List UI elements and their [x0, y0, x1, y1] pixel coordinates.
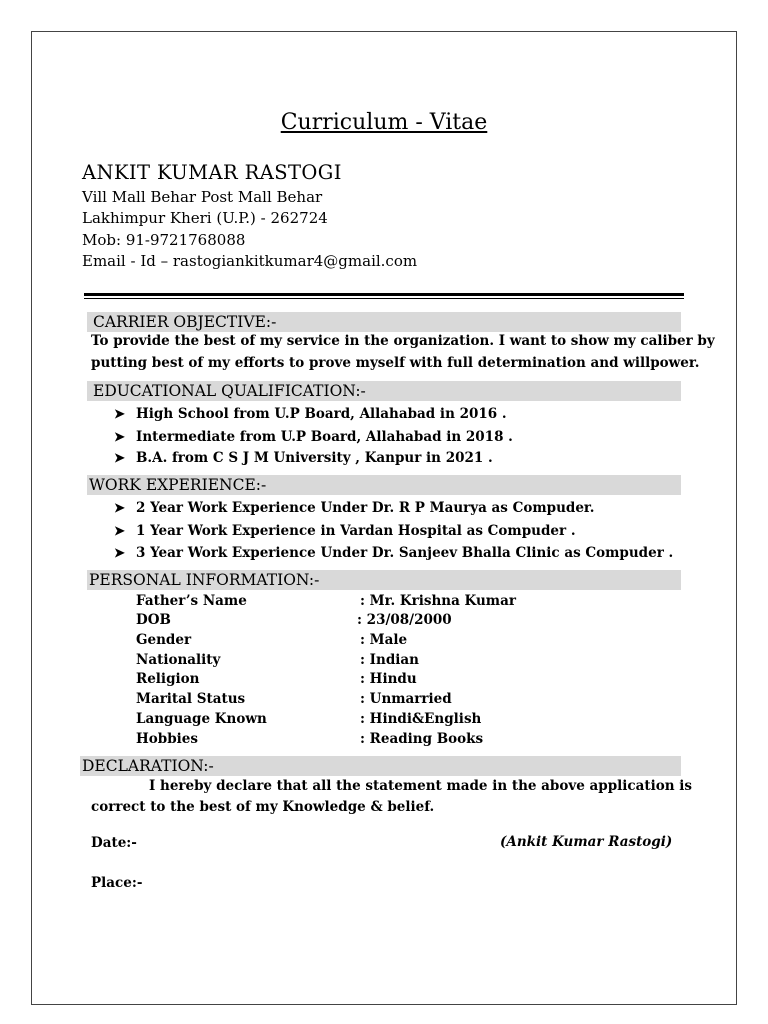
candidate-name: ANKIT KUMAR RASTOGI — [82, 161, 342, 184]
arrow-bullet-icon: ➤ — [114, 430, 125, 445]
mobile-line: Mob: 91-9721768088 — [82, 231, 246, 249]
info-label-hobbies: Hobbies — [136, 731, 198, 747]
address-line-1: Vill Mall Behar Post Mall Behar — [82, 188, 323, 206]
arrow-bullet-icon: ➤ — [114, 451, 125, 466]
info-label-dob: DOB — [136, 612, 171, 628]
info-label-nationality: Nationality — [136, 652, 221, 668]
info-value-nationality: : Indian — [360, 652, 419, 668]
info-value-religion: : Hindu — [360, 671, 417, 687]
email-line: Email - Id – rastogiankitkumar4@gmail.com — [82, 252, 418, 270]
arrow-bullet-icon: ➤ — [114, 546, 125, 561]
work-item: ➤ 1 Year Work Experience in Vardan Hospital as Compuder . — [114, 523, 576, 539]
arrow-bullet-icon: ➤ — [114, 524, 125, 539]
info-label-religion: Religion — [136, 671, 200, 687]
work-heading: WORK EXPERIENCE:- — [89, 476, 267, 494]
personal-heading-band — [87, 570, 681, 590]
thin-divider — [84, 298, 684, 299]
info-label-marital: Marital Status — [136, 691, 246, 707]
date-label: Date:- — [91, 835, 137, 851]
document-title: Curriculum - Vitae — [280, 110, 488, 135]
objective-line-1: To provide the best of my service in the organization. I want to show my caliber by — [91, 333, 715, 349]
declaration-line-1: I hereby declare that all the statement made in the above application is — [149, 778, 692, 794]
signature-name: (Ankit Kumar Rastogi) — [500, 834, 673, 850]
arrow-bullet-icon: ➤ — [114, 501, 125, 516]
info-value-marital: : Unmarried — [360, 691, 452, 707]
work-item: ➤ 3 Year Work Experience Under Dr. Sanjeev Bhalla Clinic as Compuder . — [114, 545, 674, 561]
info-label-gender: Gender — [136, 632, 192, 648]
address-line-2: Lakhimpur Kheri (U.P.) - 262724 — [82, 209, 328, 227]
education-item: ➤ B.A. from C S J M University , Kanpur in 2021 . — [114, 450, 493, 466]
work-heading-band — [87, 475, 681, 495]
info-value-hobbies: : Reading Books — [360, 731, 484, 747]
objective-heading-band — [87, 312, 681, 332]
education-heading-band — [87, 381, 681, 401]
declaration-heading: DECLARATION:- — [82, 757, 214, 775]
info-label-language: Language Known — [136, 711, 267, 727]
declaration-heading-band — [80, 756, 681, 776]
info-value-dob: : 23/08/2000 — [357, 612, 452, 628]
objective-line-2: putting best of my efforts to prove myself with full determination and willpower. — [91, 355, 700, 371]
arrow-bullet-icon: ➤ — [114, 407, 125, 422]
objective-heading: CARRIER OBJECTIVE:- — [93, 313, 277, 331]
thick-divider — [84, 293, 684, 296]
info-label-father: Father’s Name — [136, 593, 247, 609]
info-value-gender: : Male — [360, 632, 408, 648]
info-value-father: : Mr. Krishna Kumar — [360, 593, 516, 609]
education-heading: EDUCATIONAL QUALIFICATION:- — [93, 382, 366, 400]
education-item: ➤ Intermediate from U.P Board, Allahabad in 2018 . — [114, 429, 513, 445]
education-item: ➤ High School from U.P Board, Allahabad in 2016 . — [114, 406, 507, 422]
work-item: ➤ 2 Year Work Experience Under Dr. R P Maurya as Compuder. — [114, 500, 595, 516]
declaration-line-2: correct to the best of my Knowledge & belief. — [91, 799, 435, 815]
resume-page — [31, 31, 737, 1005]
personal-heading: PERSONAL INFORMATION:- — [89, 571, 320, 589]
place-label: Place:- — [91, 875, 143, 891]
info-value-language: : Hindi&English — [360, 711, 482, 727]
